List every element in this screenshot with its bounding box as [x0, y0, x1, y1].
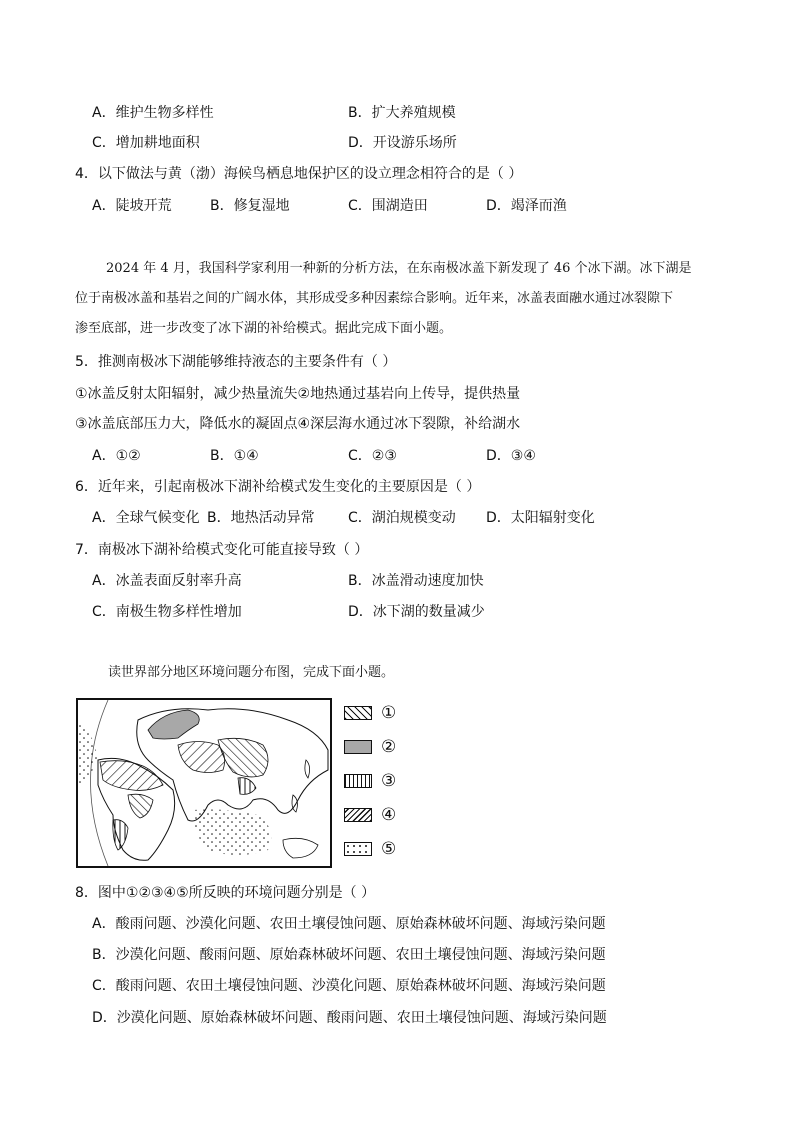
q6-option-a: A．全球气候变化 — [92, 510, 200, 526]
region-type1-asia — [178, 742, 225, 773]
region-type5 — [193, 810, 271, 855]
legend-swatch-4 — [344, 808, 372, 822]
q3-option-d: D．开设游乐场所 — [348, 135, 457, 151]
q6-option-b: B．地热活动异常 — [207, 510, 315, 526]
q6-option-d: D．太阳辐射变化 — [486, 510, 595, 526]
q3-option-a: A．维护生物多样性 — [92, 105, 214, 121]
legend-label-4: ④ — [381, 805, 397, 825]
q6-option-c: C．湖泊规模变动 — [348, 510, 456, 526]
region-type3-asia — [238, 778, 256, 795]
passage1-line1: 2024 年 4 月，我国科学家利用一种新的分析方法，在东南极冰盖下新发现了 46 个冰下湖。冰下湖是 — [106, 261, 692, 276]
q8-option-a: A．酸雨问题、沙漠化问题、农田土壤侵蚀问题、原始森林破坏问题、海域污染问题 — [92, 916, 606, 932]
region-type4 — [218, 738, 268, 777]
q7-option-d: D．冰下湖的数量减少 — [348, 604, 485, 620]
q3-option-b: B．扩大养殖规模 — [348, 105, 456, 121]
region-type4-africa — [128, 794, 153, 818]
q8-option-d: D．沙漠化问题、原始森林破坏问题、酸雨问题、农田土壤侵蚀问题、海域污染问题 — [92, 1010, 607, 1026]
legend-label-1: ① — [381, 703, 397, 723]
q7-stem: 7．南极冰下湖补给模式变化可能直接导致（ ） — [75, 542, 369, 558]
passage1-line3: 渗至底部，进一步改变了冰下湖的补给模式。据此完成下面小题。 — [75, 321, 453, 336]
q5-option-c: C．②③ — [348, 448, 397, 464]
legend-swatch-1 — [344, 706, 372, 720]
region-type3 — [113, 820, 128, 850]
q4-stem: 4．以下做法与黄（渤）海候鸟栖息地保护区的设立理念相符合的是（ ） — [75, 166, 523, 182]
q3-option-c: C．增加耕地面积 — [92, 135, 200, 151]
q7-option-b: B．冰盖滑动速度加快 — [348, 573, 484, 589]
q5-stem: 5．推测南极冰下湖能够维持液态的主要条件有（ ） — [75, 354, 397, 370]
q4-option-b: B．修复湿地 — [210, 198, 290, 214]
passage2-text: 读世界部分地区环境问题分布图，完成下面小题。 — [108, 665, 395, 680]
q7-option-a: A．冰盖表面反射率升高 — [92, 573, 242, 589]
q8-option-b: B．沙漠化问题、酸雨问题、原始森林破坏问题、农田土壤侵蚀问题、海域污染问题 — [92, 947, 606, 963]
world-map-svg — [78, 700, 330, 866]
legend-label-5: ⑤ — [381, 839, 397, 859]
q7-option-c: C．南极生物多样性增加 — [92, 604, 242, 620]
q8-stem: 8．图中①②③④⑤所反映的环境问题分别是（ ） — [75, 885, 376, 901]
q6-stem: 6．近年来，引起南极冰下湖补给模式发生变化的主要原因是（ ） — [75, 479, 481, 495]
q4-option-d: D．竭泽而渔 — [486, 198, 567, 214]
q4-option-c: C．围湖造田 — [348, 198, 428, 214]
passage1-line2: 位于南极冰盖和基岩之间的广阔水体，其形成受多种因素综合影响。近年来，冰盖表面融水通过冰裂隙下 — [75, 291, 674, 306]
q8-option-c: C．酸雨问题、农田土壤侵蚀问题、沙漠化问题、原始森林破坏问题、海域污染问题 — [92, 978, 606, 994]
q5-option-b: B．①④ — [210, 448, 259, 464]
legend-swatch-5 — [344, 842, 372, 856]
legend-swatch-3 — [344, 774, 372, 788]
q5-conditions-1: ①冰盖反射太阳辐射，减少热量流失②地热通过基岩向上传导，提供热量 — [75, 386, 521, 402]
legend-label-2: ② — [381, 737, 397, 757]
q5-conditions-2: ③冰盖底部压力大，降低水的凝固点④深层海水通过冰下裂隙，补给湖水 — [75, 416, 521, 432]
environment-problem-map — [76, 698, 332, 868]
region-type2 — [148, 710, 199, 739]
q4-option-a: A．陡坡开荒 — [92, 198, 172, 214]
legend-label-3: ③ — [381, 771, 397, 791]
q5-option-a: A．①② — [92, 448, 141, 464]
legend-swatch-2 — [344, 740, 372, 754]
q5-option-d: D．③④ — [486, 448, 536, 464]
